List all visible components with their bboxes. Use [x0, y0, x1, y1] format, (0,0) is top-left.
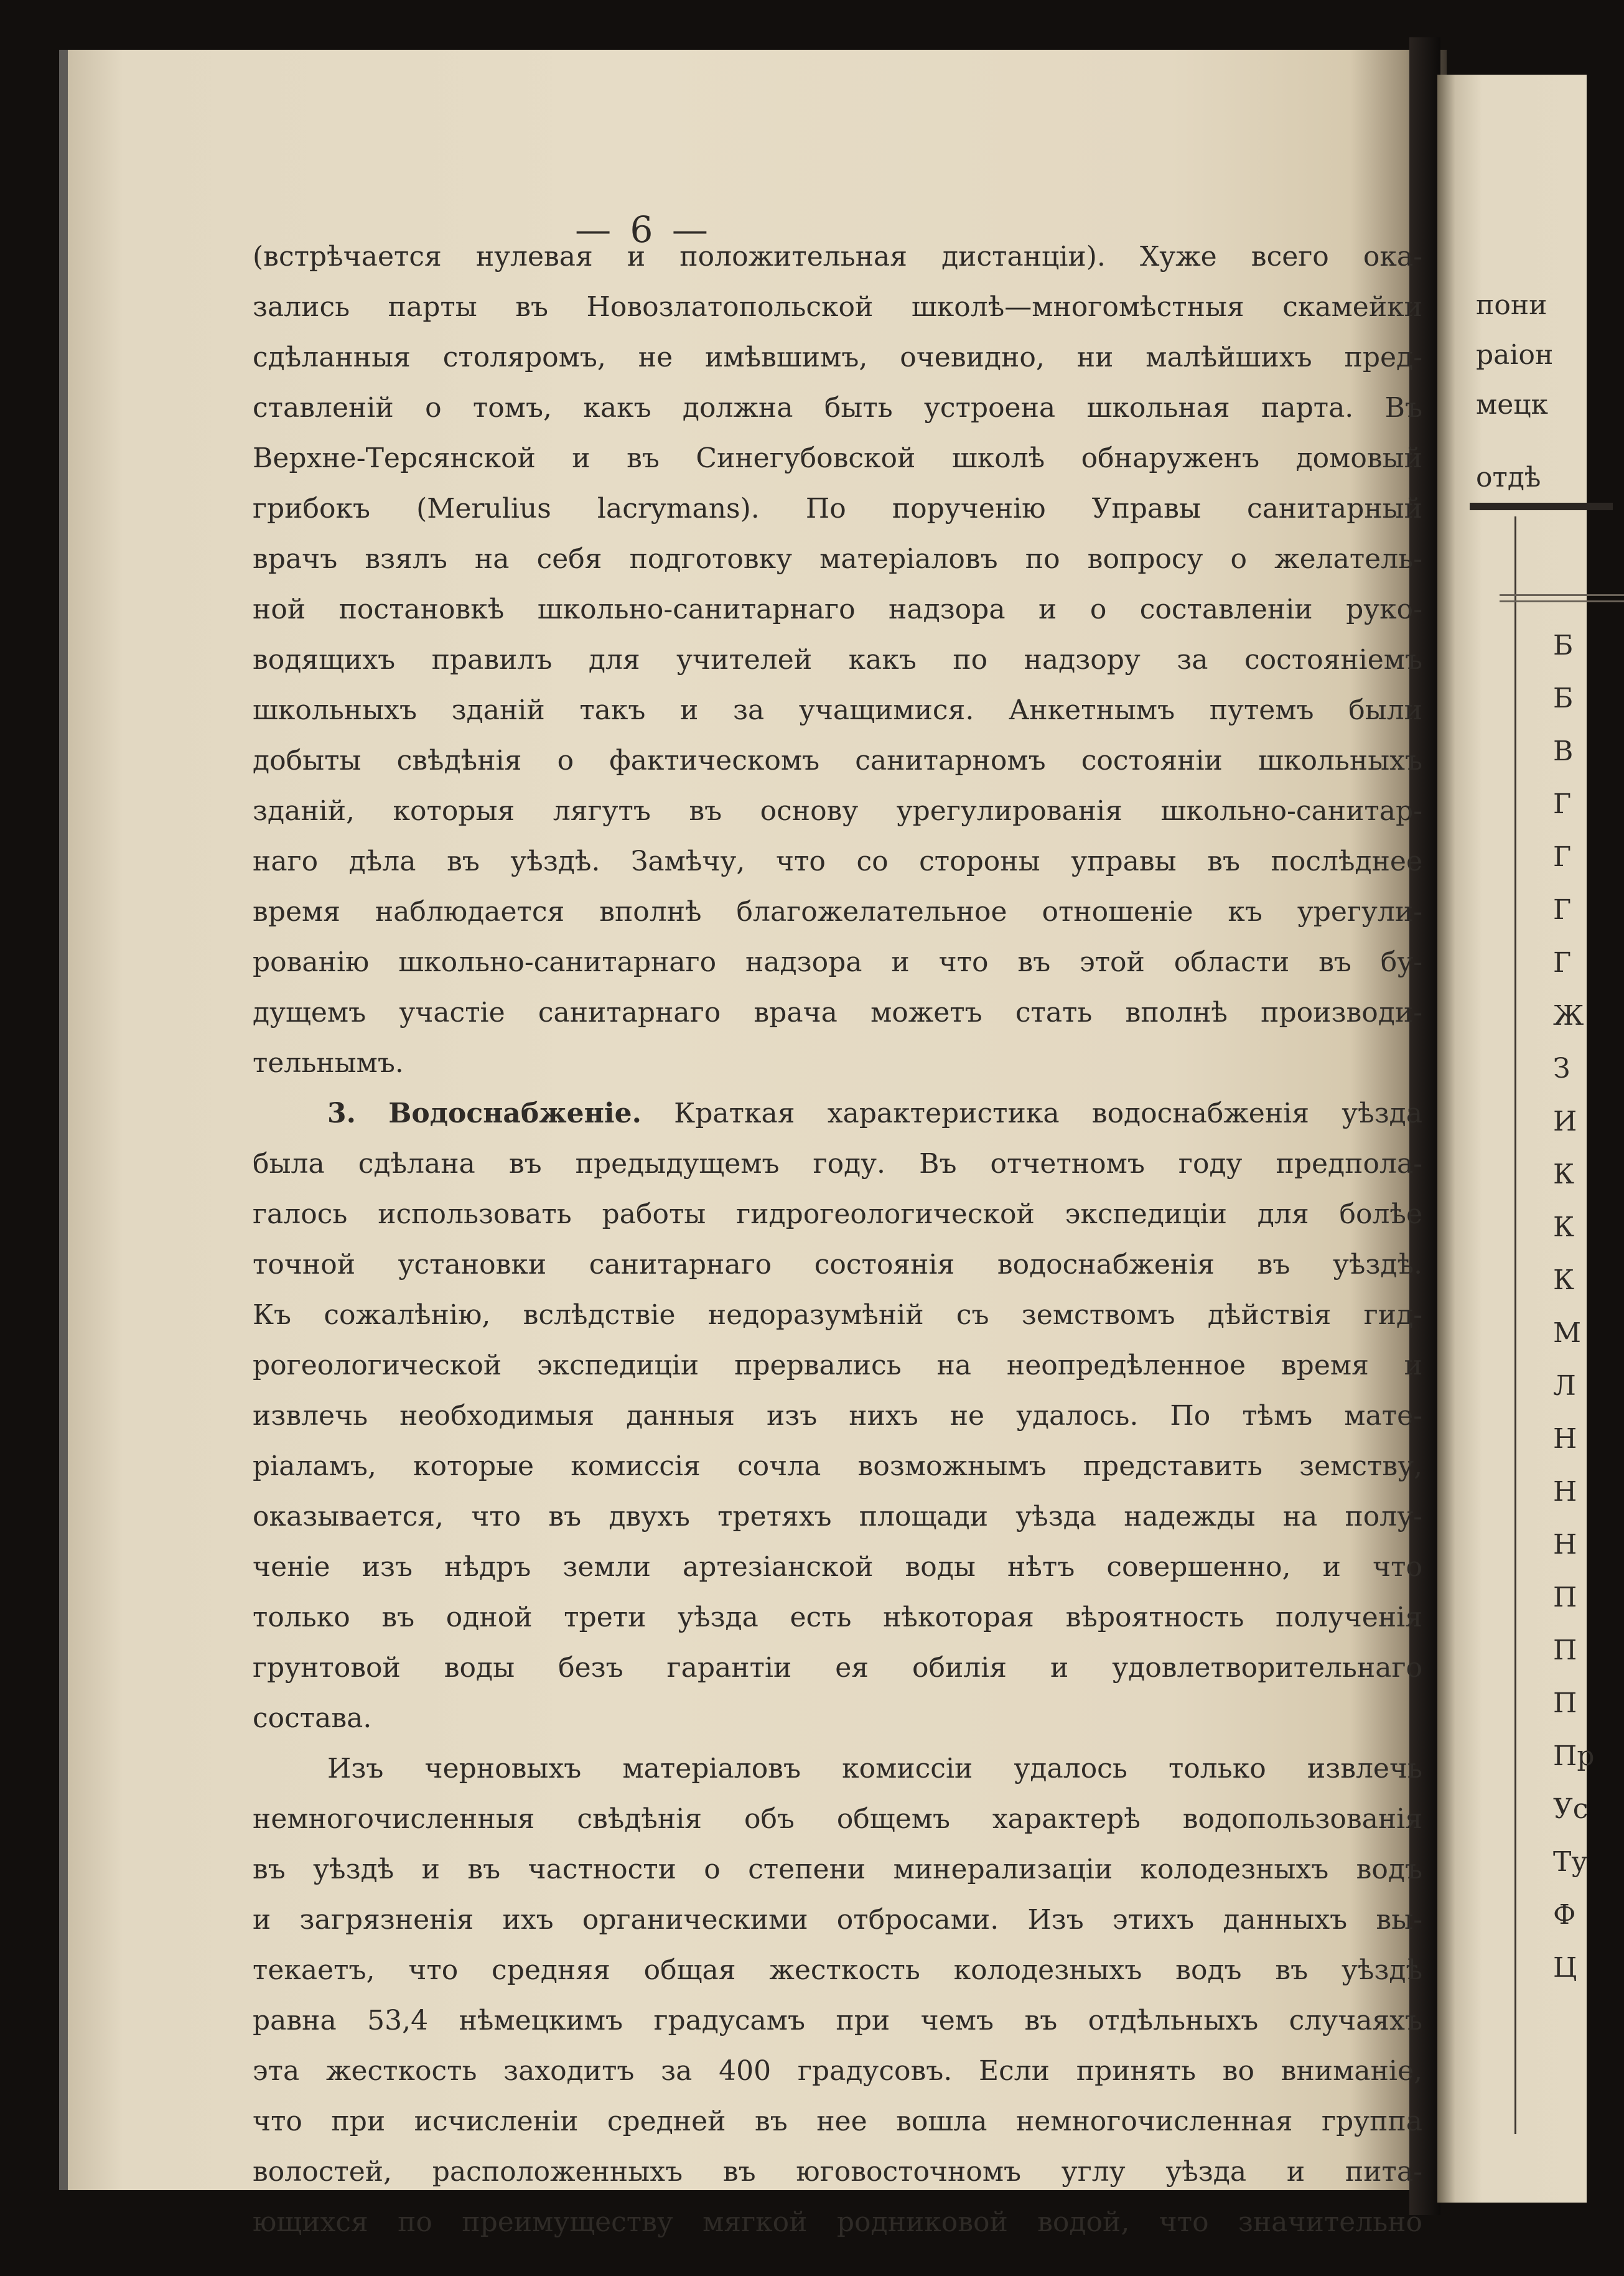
- table-row-label: З: [1553, 1053, 1570, 1084]
- text-line: извлечь необходимыя данныя изъ нихъ не удалось. По тѣмъ мате-: [253, 1400, 1422, 1432]
- text-line: ной постановкѣ школьно-санитарнаго надзора и о составленіи руко-: [253, 594, 1422, 625]
- text-line: грунтовой воды безъ гарантіи ея обилія и удовлетворительнаго: [253, 1652, 1422, 1684]
- text-line: точной установки санитарнаго состоянія водоснабженія въ уѣздѣ.: [253, 1249, 1422, 1280]
- text-line: зались парты въ Новозлатопольской школѣ—многомѣстныя скамейки: [253, 291, 1422, 323]
- text-line: наго дѣла въ уѣздѣ. Замѣчу, что со стороны управы въ послѣднее: [253, 846, 1422, 877]
- text-line: грибокъ (Merulius lacrymans). По порученію Управы санитарный: [253, 493, 1422, 525]
- table-column-rule: [1514, 516, 1516, 2134]
- table-row-label: Н: [1553, 1423, 1577, 1455]
- table-row-label: Ту: [1553, 1846, 1588, 1878]
- table-row-label: Г: [1553, 947, 1572, 979]
- table-row-label: Ус: [1553, 1793, 1589, 1825]
- text-line: Изъ черновыхъ матеріаловъ комиссіи удалось только извлечь: [327, 1753, 1422, 1784]
- table-row-label: Г: [1553, 894, 1572, 926]
- text-line: добыты свѣдѣнія о фактическомъ санитарномъ состояніи школьныхъ: [253, 745, 1422, 777]
- table-row-label: П: [1553, 1582, 1577, 1613]
- text-line: и загрязненія ихъ органическими отбросами. Изъ этихъ данныхъ вы-: [253, 1904, 1422, 1936]
- section-first-line-text: Краткая характеристика водоснабженія уѣзда: [674, 1098, 1422, 1129]
- table-row-label: П: [1553, 1635, 1577, 1666]
- text-line: врачъ взялъ на себя подготовку матеріаловъ по вопросу о желатель-: [253, 543, 1422, 575]
- text-line: немногочисленныя свѣдѣнія объ общемъ характерѣ водопользованія: [253, 1803, 1422, 1835]
- section-number: 3.: [327, 1098, 356, 1129]
- table-row-label: И: [1553, 1106, 1577, 1137]
- text-line: галось использовать работы гидрогеологической экспедиціи для болѣе: [253, 1198, 1422, 1230]
- section-heading-line: [253, 1088, 1422, 1139]
- table-row-label: К: [1553, 1159, 1575, 1190]
- table-row-label: М: [1553, 1317, 1582, 1349]
- table-row-label: Б: [1553, 630, 1574, 661]
- text-line: Верхне-Терсянской и въ Синегубовской школѣ обнаруженъ домовый: [253, 442, 1422, 474]
- table-row-label: Ц: [1553, 1952, 1577, 1984]
- text-line: въ уѣздѣ и въ частности о степени минерализаціи колодезныхъ водъ: [253, 1854, 1422, 1885]
- text-line: дущемъ участіе санитарнаго врача можетъ стать вполнѣ производи-: [253, 997, 1422, 1028]
- next-page-line: мецк: [1476, 389, 1549, 421]
- text-line: ставленій о томъ, какъ должна быть устроена школьная парта. Въ: [253, 392, 1422, 424]
- table-header-rule: [1500, 594, 1624, 596]
- text-line: состава.: [253, 1702, 372, 1734]
- text-line: зданій, которыя лягутъ въ основу урегулированія школьно-санитар-: [253, 795, 1422, 827]
- table-row-label: Ж: [1553, 1000, 1584, 1032]
- table-row-label: Л: [1553, 1370, 1576, 1402]
- text-line: ющихся по преимуществу мягкой родниковой водой, что значительно: [253, 2206, 1422, 2238]
- text-line: текаетъ, что средняя общая жесткость колодезныхъ водъ въ уѣздѣ: [253, 1954, 1422, 1986]
- table-row-label: Н: [1553, 1529, 1577, 1560]
- text-line: равна 53,4 нѣмецкимъ градусамъ при чемъ въ отдѣльныхъ случаяхъ: [253, 2005, 1422, 2036]
- text-line: была сдѣлана въ предыдущемъ году. Въ отчетномъ году предпола-: [253, 1148, 1422, 1180]
- text-line: ченіе изъ нѣдръ земли артезіанской воды нѣтъ совершенно, и что: [253, 1551, 1422, 1583]
- text-line: волостей, расположенныхъ въ юговосточномъ углу уѣзда и пита-: [253, 2156, 1422, 2188]
- text-line: (встрѣчается нулевая и положительная дистанціи). Хуже всего ока-: [253, 241, 1422, 273]
- page-number: — 6 —: [575, 208, 712, 251]
- text-line: водящихъ правилъ для учителей какъ по надзору за состояніемъ: [253, 644, 1422, 676]
- text-line: рогеологической экспедиціи прервались на неопредѣленное время и: [253, 1350, 1422, 1381]
- next-page-line: раіон: [1476, 339, 1554, 371]
- table-row-label: К: [1553, 1211, 1575, 1243]
- text-line: ріаламъ, которые комиссія сочла возможнымъ представить земству,: [253, 1450, 1422, 1482]
- table-row-label: Ф: [1553, 1899, 1576, 1931]
- table-header-rule: [1500, 600, 1624, 602]
- table-row-label: Г: [1553, 788, 1572, 820]
- text-line: Къ сожалѣнію, вслѣдствіе недоразумѣній съ земствомъ дѣйствія гид-: [253, 1299, 1422, 1331]
- next-page-line: отдѣ: [1476, 462, 1541, 493]
- next-page-line: пони: [1476, 289, 1547, 321]
- table-row-label: К: [1553, 1264, 1575, 1296]
- text-line: эта жесткость заходитъ за 400 градусовъ. Если принять во вниманіе,: [253, 2055, 1422, 2087]
- text-line: школьныхъ зданій такъ и за учащимися. Анкетнымъ путемъ были: [253, 694, 1422, 726]
- table-row-label: Б: [1553, 683, 1574, 714]
- table-row-label: Н: [1553, 1476, 1577, 1508]
- text-line: рованію школьно-санитарнаго надзора и что въ этой области въ бу-: [253, 946, 1422, 978]
- table-row-label: П: [1553, 1687, 1577, 1719]
- page-body: [253, 231, 1422, 2247]
- section-title: Водоснабженіе.: [388, 1098, 642, 1129]
- text-line: время наблюдается вполнѣ благожелательное отношеніе къ урегули-: [253, 896, 1422, 928]
- text-line: сдѣланныя столяромъ, не имѣвшимъ, очевидно, ни малѣйшихъ пред-: [253, 342, 1422, 373]
- table-row-label: Г: [1553, 841, 1572, 873]
- text-line: что при исчисленіи средней въ нее вошла немногочисленная группа: [253, 2106, 1422, 2137]
- right-page-partial: [1437, 75, 1595, 2203]
- text-line: тельнымъ.: [253, 1047, 404, 1079]
- text-line: только въ одной трети уѣзда есть нѣкоторая вѣроятность полученія: [253, 1602, 1422, 1633]
- table-top-rule: [1470, 503, 1613, 510]
- table-row-label: В: [1553, 735, 1574, 767]
- text-line: оказывается, что въ двухъ третяхъ площади уѣзда надежды на полу-: [253, 1501, 1422, 1532]
- table-row-label: Пр: [1553, 1740, 1595, 1772]
